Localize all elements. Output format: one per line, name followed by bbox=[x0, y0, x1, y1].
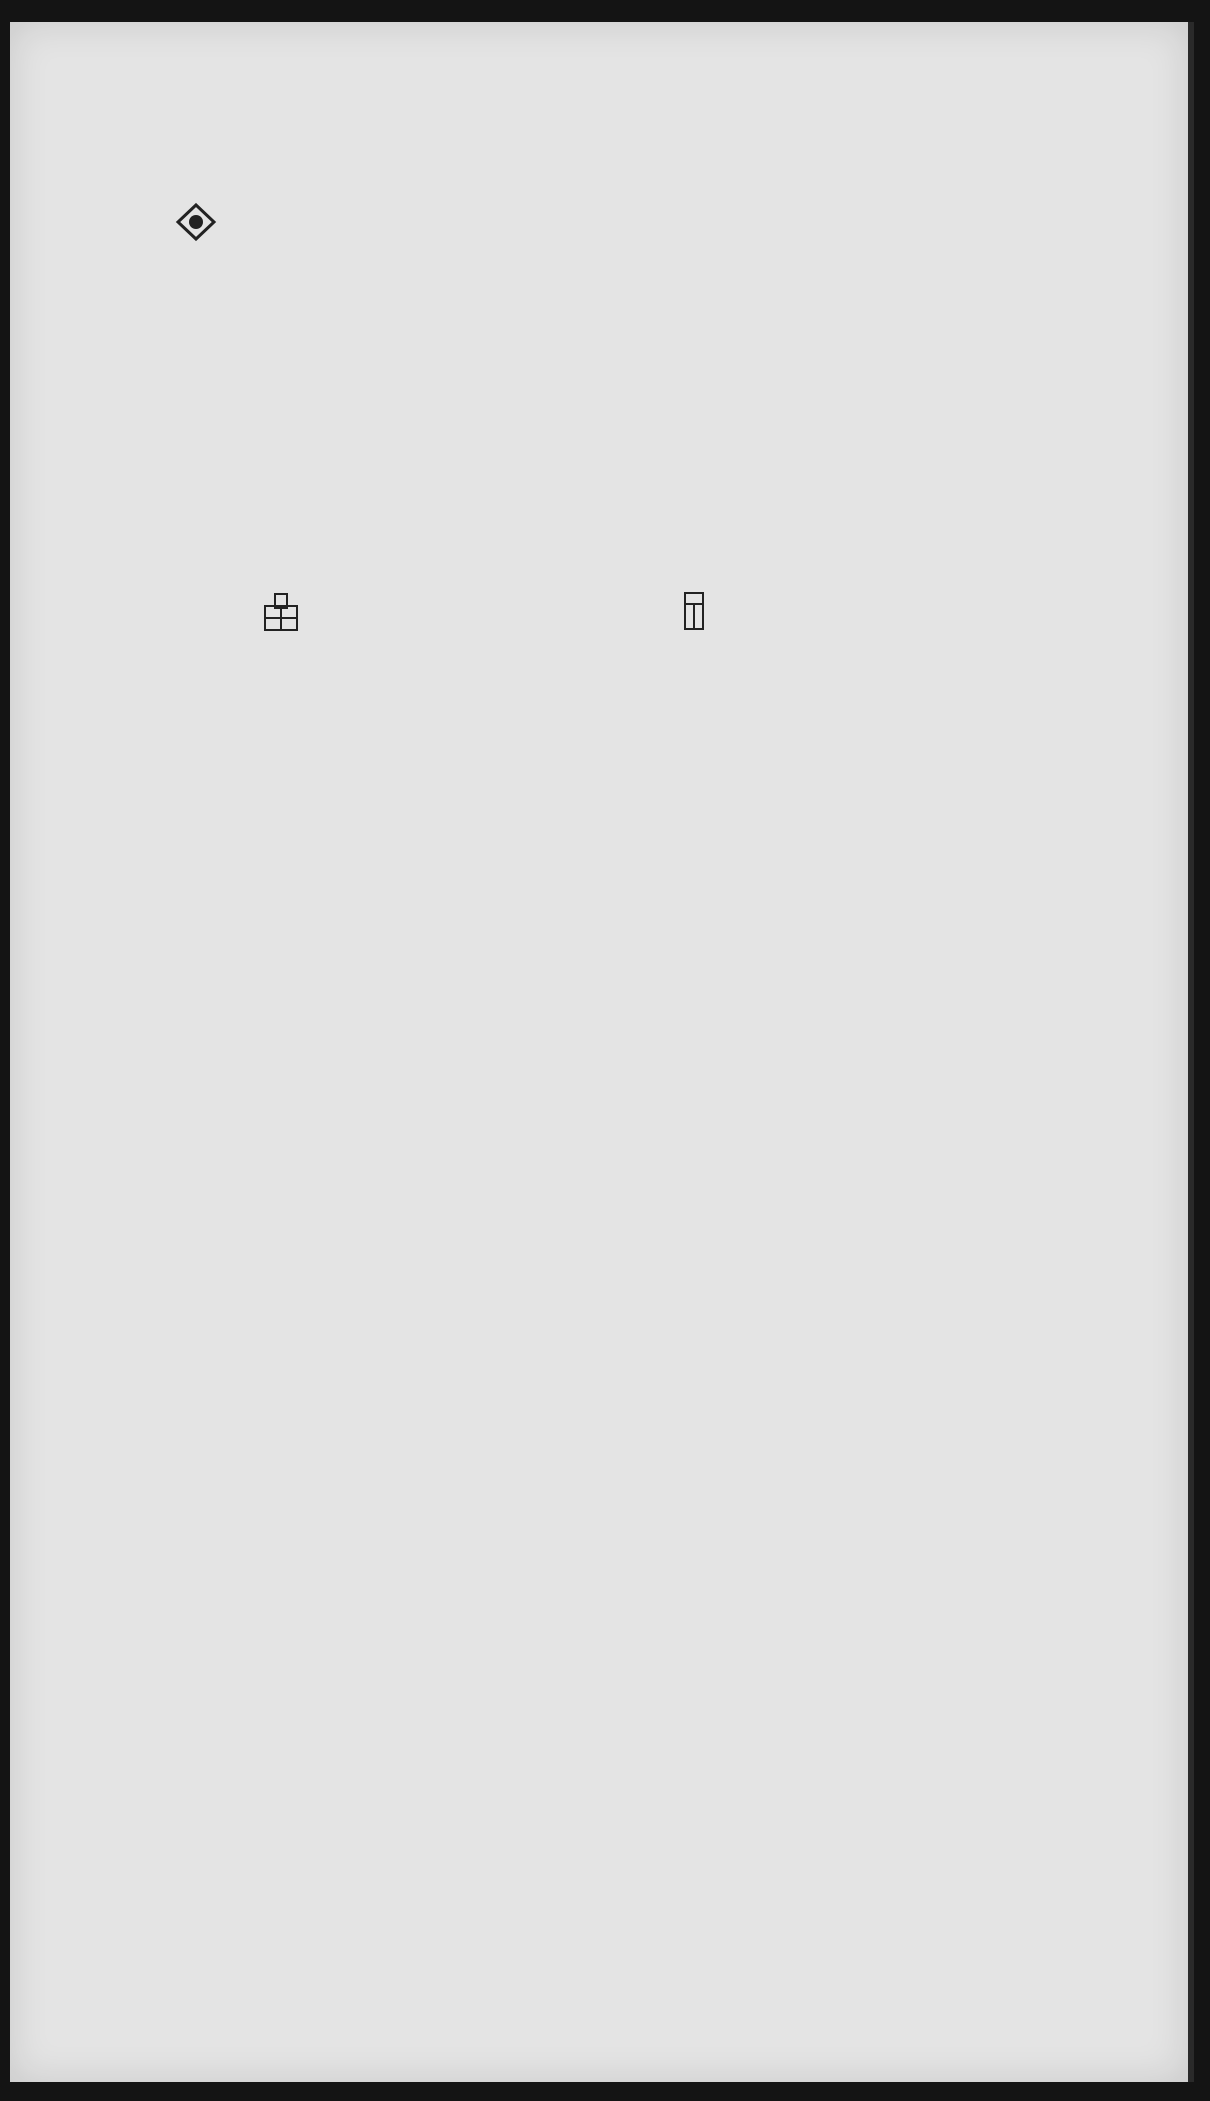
page-header bbox=[10, 60, 1188, 120]
column-headings bbox=[10, 132, 1188, 162]
book-page bbox=[10, 22, 1194, 2082]
tower-icon bbox=[682, 590, 706, 632]
castle-icon bbox=[261, 590, 301, 634]
seal-ornament-icon bbox=[174, 202, 218, 242]
